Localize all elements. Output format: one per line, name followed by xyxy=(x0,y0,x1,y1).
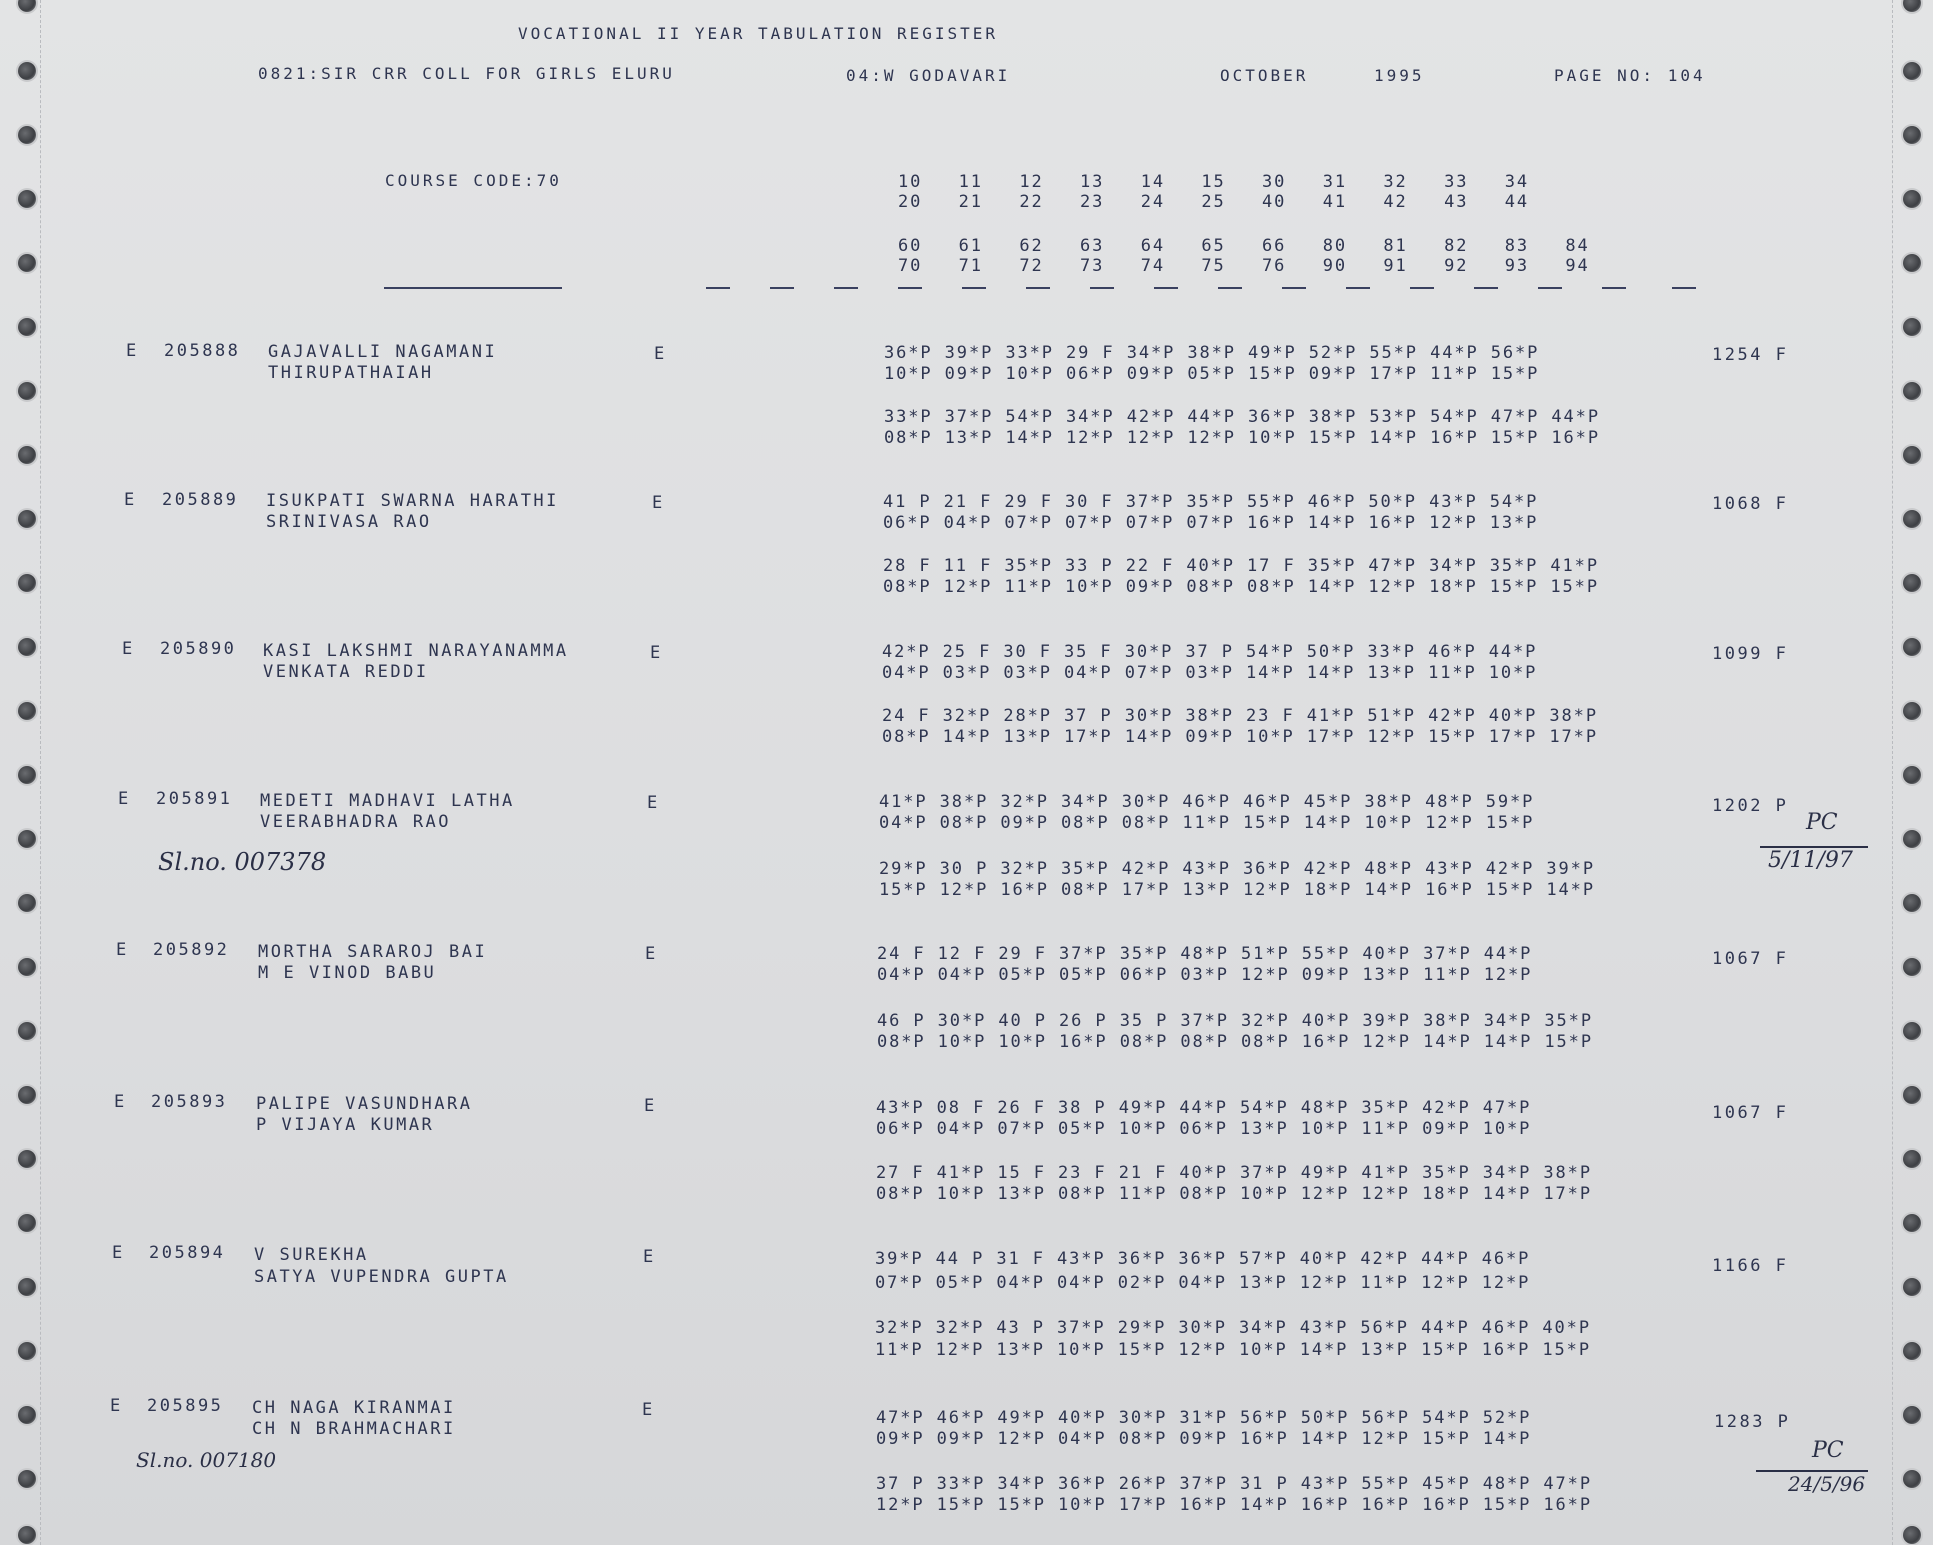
student-category: E xyxy=(122,639,135,659)
feed-hole xyxy=(18,62,36,80)
marks-line-4: 11*P 12*P 13*P 10*P 15*P 12*P 10*P 14*P 13*P 15*P 16*P 15*P xyxy=(875,1340,1591,1360)
student-category: E xyxy=(126,341,139,361)
marks-line-2: 04*P 08*P 09*P 08*P 08*P 11*P 15*P 14*P 10*P 12*P 15*P xyxy=(879,813,1535,833)
marks-line-1: 39*P 44 P 31 F 43*P 36*P 36*P 57*P 40*P 42*P 44*P 46*P xyxy=(875,1249,1531,1269)
total-result: 1068 F xyxy=(1712,494,1789,514)
marks-line-3: 29*P 30 P 32*P 35*P 42*P 43*P 36*P 42*P 48*P 43*P 42*P 39*P xyxy=(879,859,1595,879)
feed-hole xyxy=(18,894,36,912)
student-category: E xyxy=(110,1396,123,1416)
feed-hole xyxy=(18,254,36,272)
feed-hole xyxy=(1903,958,1921,976)
course-code: COURSE CODE:70 xyxy=(385,171,562,190)
marks-line-3: 24 F 32*P 28*P 37 P 30*P 38*P 23 F 41*P 51*P 42*P 40*P 38*P xyxy=(882,706,1598,726)
marks-line-2: 04*P 04*P 05*P 05*P 06*P 03*P 12*P 09*P 13*P 11*P 12*P xyxy=(877,965,1533,985)
feed-hole xyxy=(18,1022,36,1040)
hall-ticket-number: 205891 xyxy=(156,789,233,809)
handwritten-pc-date: 24/5/96 xyxy=(1788,1472,1866,1496)
marks-line-4: 08*P 12*P 11*P 10*P 09*P 08*P 08*P 14*P 12*P 18*P 15*P 15*P xyxy=(883,577,1599,597)
marks-line-4: 15*P 12*P 16*P 08*P 17*P 13*P 12*P 18*P 14*P 16*P 15*P 14*P xyxy=(879,880,1595,900)
header-rule xyxy=(1218,287,1242,289)
subject-codes-row-4: 70 71 72 73 74 75 76 90 91 92 93 94 xyxy=(898,256,1590,276)
father-name: VENKATA REDDI xyxy=(263,662,429,682)
medium: E xyxy=(644,1096,657,1116)
student-category: E xyxy=(124,490,137,510)
feed-hole xyxy=(18,1214,36,1232)
header-rule xyxy=(706,287,730,289)
header-rule xyxy=(1410,287,1434,289)
feed-hole xyxy=(18,1406,36,1424)
register-title: VOCATIONAL II YEAR TABULATION REGISTER xyxy=(518,24,999,43)
total-result: 1202 P xyxy=(1712,796,1789,816)
marks-line-2: 06*P 04*P 07*P 07*P 07*P 07*P 16*P 14*P 16*P 12*P 13*P xyxy=(883,513,1539,533)
feed-hole xyxy=(18,1278,36,1296)
hall-ticket-number: 205892 xyxy=(153,940,230,960)
hall-ticket-number: 205889 xyxy=(162,490,239,510)
marks-line-3: 33*P 37*P 54*P 34*P 42*P 44*P 36*P 38*P 53*P 54*P 47*P 44*P xyxy=(884,407,1600,427)
header-rule xyxy=(1090,287,1114,289)
feed-hole xyxy=(1903,1526,1921,1544)
total-result: 1166 F xyxy=(1712,1256,1789,1276)
medium: E xyxy=(650,643,663,663)
header-rule xyxy=(770,287,794,289)
marks-line-1: 41*P 38*P 32*P 34*P 30*P 46*P 46*P 45*P 38*P 48*P 59*P xyxy=(879,792,1535,812)
feed-hole xyxy=(1903,638,1921,656)
hall-ticket-number: 205895 xyxy=(147,1396,224,1416)
total-result: 1099 F xyxy=(1712,644,1789,664)
header-rule xyxy=(1026,287,1050,289)
feed-hole xyxy=(1903,1150,1921,1168)
header-rule xyxy=(1346,287,1370,289)
marks-line-1: 41 P 21 F 29 F 30 F 37*P 35*P 55*P 46*P 50*P 43*P 54*P xyxy=(883,492,1539,512)
father-name: SRINIVASA RAO xyxy=(266,512,432,532)
hall-ticket-number: 205890 xyxy=(160,639,237,659)
feed-hole xyxy=(1903,510,1921,528)
feed-hole xyxy=(1903,702,1921,720)
feed-hole xyxy=(1903,1406,1921,1424)
marks-line-1: 47*P 46*P 49*P 40*P 30*P 31*P 56*P 50*P 56*P 54*P 52*P xyxy=(876,1408,1532,1428)
feed-hole xyxy=(18,638,36,656)
marks-line-2: 07*P 05*P 04*P 04*P 02*P 04*P 13*P 12*P 11*P 12*P 12*P xyxy=(875,1273,1531,1293)
feed-hole xyxy=(18,958,36,976)
marks-line-4: 08*P 10*P 13*P 08*P 11*P 08*P 10*P 12*P 12*P 18*P 14*P 17*P xyxy=(876,1184,1592,1204)
header-rule xyxy=(384,287,562,289)
father-name: THIRUPATHAIAH xyxy=(268,363,434,383)
marks-line-4: 08*P 13*P 14*P 12*P 12*P 12*P 10*P 15*P 14*P 16*P 15*P 16*P xyxy=(884,428,1600,448)
header-rule xyxy=(1154,287,1178,289)
district-name: 04:W GODAVARI xyxy=(846,66,1011,85)
header-rule xyxy=(1282,287,1306,289)
father-name: SATYA VUPENDRA GUPTA xyxy=(254,1267,509,1287)
student-name: MEDETI MADHAVI LATHA xyxy=(260,791,515,811)
feed-hole xyxy=(1903,1022,1921,1040)
student-name: ISUKPATI SWARNA HARATHI xyxy=(266,491,559,511)
marks-line-3: 37 P 33*P 34*P 36*P 26*P 37*P 31 P 43*P 55*P 45*P 48*P 47*P xyxy=(876,1474,1592,1494)
medium: E xyxy=(654,344,667,364)
feed-hole xyxy=(18,0,36,12)
feed-hole xyxy=(1903,830,1921,848)
total-result: 1067 F xyxy=(1712,1103,1789,1123)
student-name: CH NAGA KIRANMAI xyxy=(252,1398,456,1418)
feed-hole xyxy=(18,126,36,144)
feed-hole xyxy=(18,1150,36,1168)
feed-hole xyxy=(1903,1086,1921,1104)
handwritten-pc-mark: PC xyxy=(1812,1438,1844,1463)
feed-hole xyxy=(1903,1214,1921,1232)
marks-line-3: 28 F 11 F 35*P 33 P 22 F 40*P 17 F 35*P 47*P 34*P 35*P 41*P xyxy=(883,556,1599,576)
marks-line-4: 08*P 10*P 10*P 16*P 08*P 08*P 08*P 16*P 12*P 14*P 14*P 15*P xyxy=(877,1032,1593,1052)
header-rule xyxy=(1672,287,1696,289)
handwritten-serial-number: Sl.no. 007180 xyxy=(136,1448,277,1472)
feed-hole xyxy=(18,190,36,208)
student-name: PALIPE VASUNDHARA xyxy=(256,1094,473,1114)
header-rule xyxy=(962,287,986,289)
feed-hole xyxy=(1903,574,1921,592)
marks-line-4: 12*P 15*P 15*P 10*P 17*P 16*P 14*P 16*P 16*P 16*P 15*P 16*P xyxy=(876,1495,1592,1515)
subject-codes-row-3: 60 61 62 63 64 65 66 80 81 82 83 84 xyxy=(898,236,1590,256)
feed-hole xyxy=(18,1086,36,1104)
father-name: CH N BRAHMACHARI xyxy=(252,1419,456,1439)
marks-line-3: 46 P 30*P 40 P 26 P 35 P 37*P 32*P 40*P 39*P 38*P 34*P 35*P xyxy=(877,1011,1593,1031)
marks-line-2: 10*P 09*P 10*P 06*P 09*P 05*P 15*P 09*P 17*P 11*P 15*P xyxy=(884,364,1540,384)
student-category: E xyxy=(118,789,131,809)
header-rule xyxy=(1474,287,1498,289)
marks-line-1: 42*P 25 F 30 F 35 F 30*P 37 P 54*P 50*P 33*P 46*P 44*P xyxy=(882,642,1538,662)
left-tractor-feed xyxy=(0,0,41,1545)
feed-hole xyxy=(18,702,36,720)
student-name: MORTHA SARAROJ BAI xyxy=(258,942,488,962)
marks-line-3: 27 F 41*P 15 F 23 F 21 F 40*P 37*P 49*P 41*P 35*P 34*P 38*P xyxy=(876,1163,1592,1183)
hall-ticket-number: 205893 xyxy=(151,1092,228,1112)
feed-hole xyxy=(18,574,36,592)
medium: E xyxy=(652,493,665,513)
total-result: 1254 F xyxy=(1712,345,1789,365)
handwritten-pc-date: 5/11/97 xyxy=(1768,848,1853,873)
header-rule xyxy=(1602,287,1626,289)
total-result: 1283 P xyxy=(1714,1412,1791,1432)
feed-hole xyxy=(1903,446,1921,464)
feed-hole xyxy=(1903,1342,1921,1360)
father-name: VEERABHADRA RAO xyxy=(260,812,452,832)
feed-hole xyxy=(18,318,36,336)
feed-hole xyxy=(1903,254,1921,272)
header-rule xyxy=(1538,287,1562,289)
feed-hole xyxy=(1903,894,1921,912)
medium: E xyxy=(647,793,660,813)
student-category: E xyxy=(116,940,129,960)
marks-line-4: 08*P 14*P 13*P 17*P 14*P 09*P 10*P 17*P 12*P 15*P 17*P 17*P xyxy=(882,727,1598,747)
feed-hole xyxy=(18,1470,36,1488)
medium: E xyxy=(643,1247,656,1267)
feed-hole xyxy=(1903,1278,1921,1296)
marks-line-3: 32*P 32*P 43 P 37*P 29*P 30*P 34*P 43*P 56*P 44*P 46*P 40*P xyxy=(875,1318,1591,1338)
feed-hole xyxy=(18,1342,36,1360)
hall-ticket-number: 205888 xyxy=(164,341,241,361)
total-result: 1067 F xyxy=(1712,949,1789,969)
feed-hole xyxy=(1903,62,1921,80)
medium: E xyxy=(642,1400,655,1420)
feed-hole xyxy=(18,382,36,400)
student-name: GAJAVALLI NAGAMANI xyxy=(268,342,498,362)
feed-hole xyxy=(18,766,36,784)
student-name: KASI LAKSHMI NARAYANAMMA xyxy=(263,641,569,661)
right-tractor-feed xyxy=(1892,0,1933,1545)
feed-hole xyxy=(1903,382,1921,400)
marks-line-1: 24 F 12 F 29 F 37*P 35*P 48*P 51*P 55*P 40*P 37*P 44*P xyxy=(877,944,1533,964)
exam-year: 1995 xyxy=(1374,66,1425,85)
feed-hole xyxy=(1903,190,1921,208)
page-number: PAGE NO: 104 xyxy=(1554,66,1706,85)
feed-hole xyxy=(1903,0,1921,12)
student-category: E xyxy=(112,1243,125,1263)
father-name: M E VINOD BABU xyxy=(258,963,437,983)
header-rule xyxy=(834,287,858,289)
handwritten-pc-mark: PC xyxy=(1806,810,1838,835)
college-name: 0821:SIR CRR COLL FOR GIRLS ELURU xyxy=(258,64,675,83)
header-rule xyxy=(898,287,922,289)
feed-hole xyxy=(1903,766,1921,784)
feed-hole xyxy=(1903,126,1921,144)
marks-line-2: 06*P 04*P 07*P 05*P 10*P 06*P 13*P 10*P 11*P 09*P 10*P xyxy=(876,1119,1532,1139)
feed-hole xyxy=(18,830,36,848)
father-name: P VIJAYA KUMAR xyxy=(256,1115,435,1135)
student-name: V SUREKHA xyxy=(254,1245,369,1265)
student-category: E xyxy=(114,1092,127,1112)
subject-codes-row-2: 20 21 22 23 24 25 40 41 42 43 44 xyxy=(898,192,1530,212)
marks-line-2: 04*P 03*P 03*P 04*P 07*P 03*P 14*P 14*P 13*P 11*P 10*P xyxy=(882,663,1538,683)
marks-line-1: 36*P 39*P 33*P 29 F 34*P 38*P 49*P 52*P 55*P 44*P 56*P xyxy=(884,343,1540,363)
feed-hole xyxy=(18,1526,36,1544)
marks-line-1: 43*P 08 F 26 F 38 P 49*P 44*P 54*P 48*P 35*P 42*P 47*P xyxy=(876,1098,1532,1118)
feed-hole xyxy=(18,510,36,528)
exam-month: OCTOBER xyxy=(1220,66,1309,85)
feed-hole xyxy=(1903,318,1921,336)
medium: E xyxy=(645,944,658,964)
feed-hole xyxy=(18,446,36,464)
handwritten-serial-number: Sl.no. 007378 xyxy=(158,848,327,876)
hall-ticket-number: 205894 xyxy=(149,1243,226,1263)
marks-line-2: 09*P 09*P 12*P 04*P 08*P 09*P 16*P 14*P 12*P 15*P 14*P xyxy=(876,1429,1532,1449)
subject-codes-row-1: 10 11 12 13 14 15 30 31 32 33 34 xyxy=(898,172,1530,192)
feed-hole xyxy=(1903,1470,1921,1488)
